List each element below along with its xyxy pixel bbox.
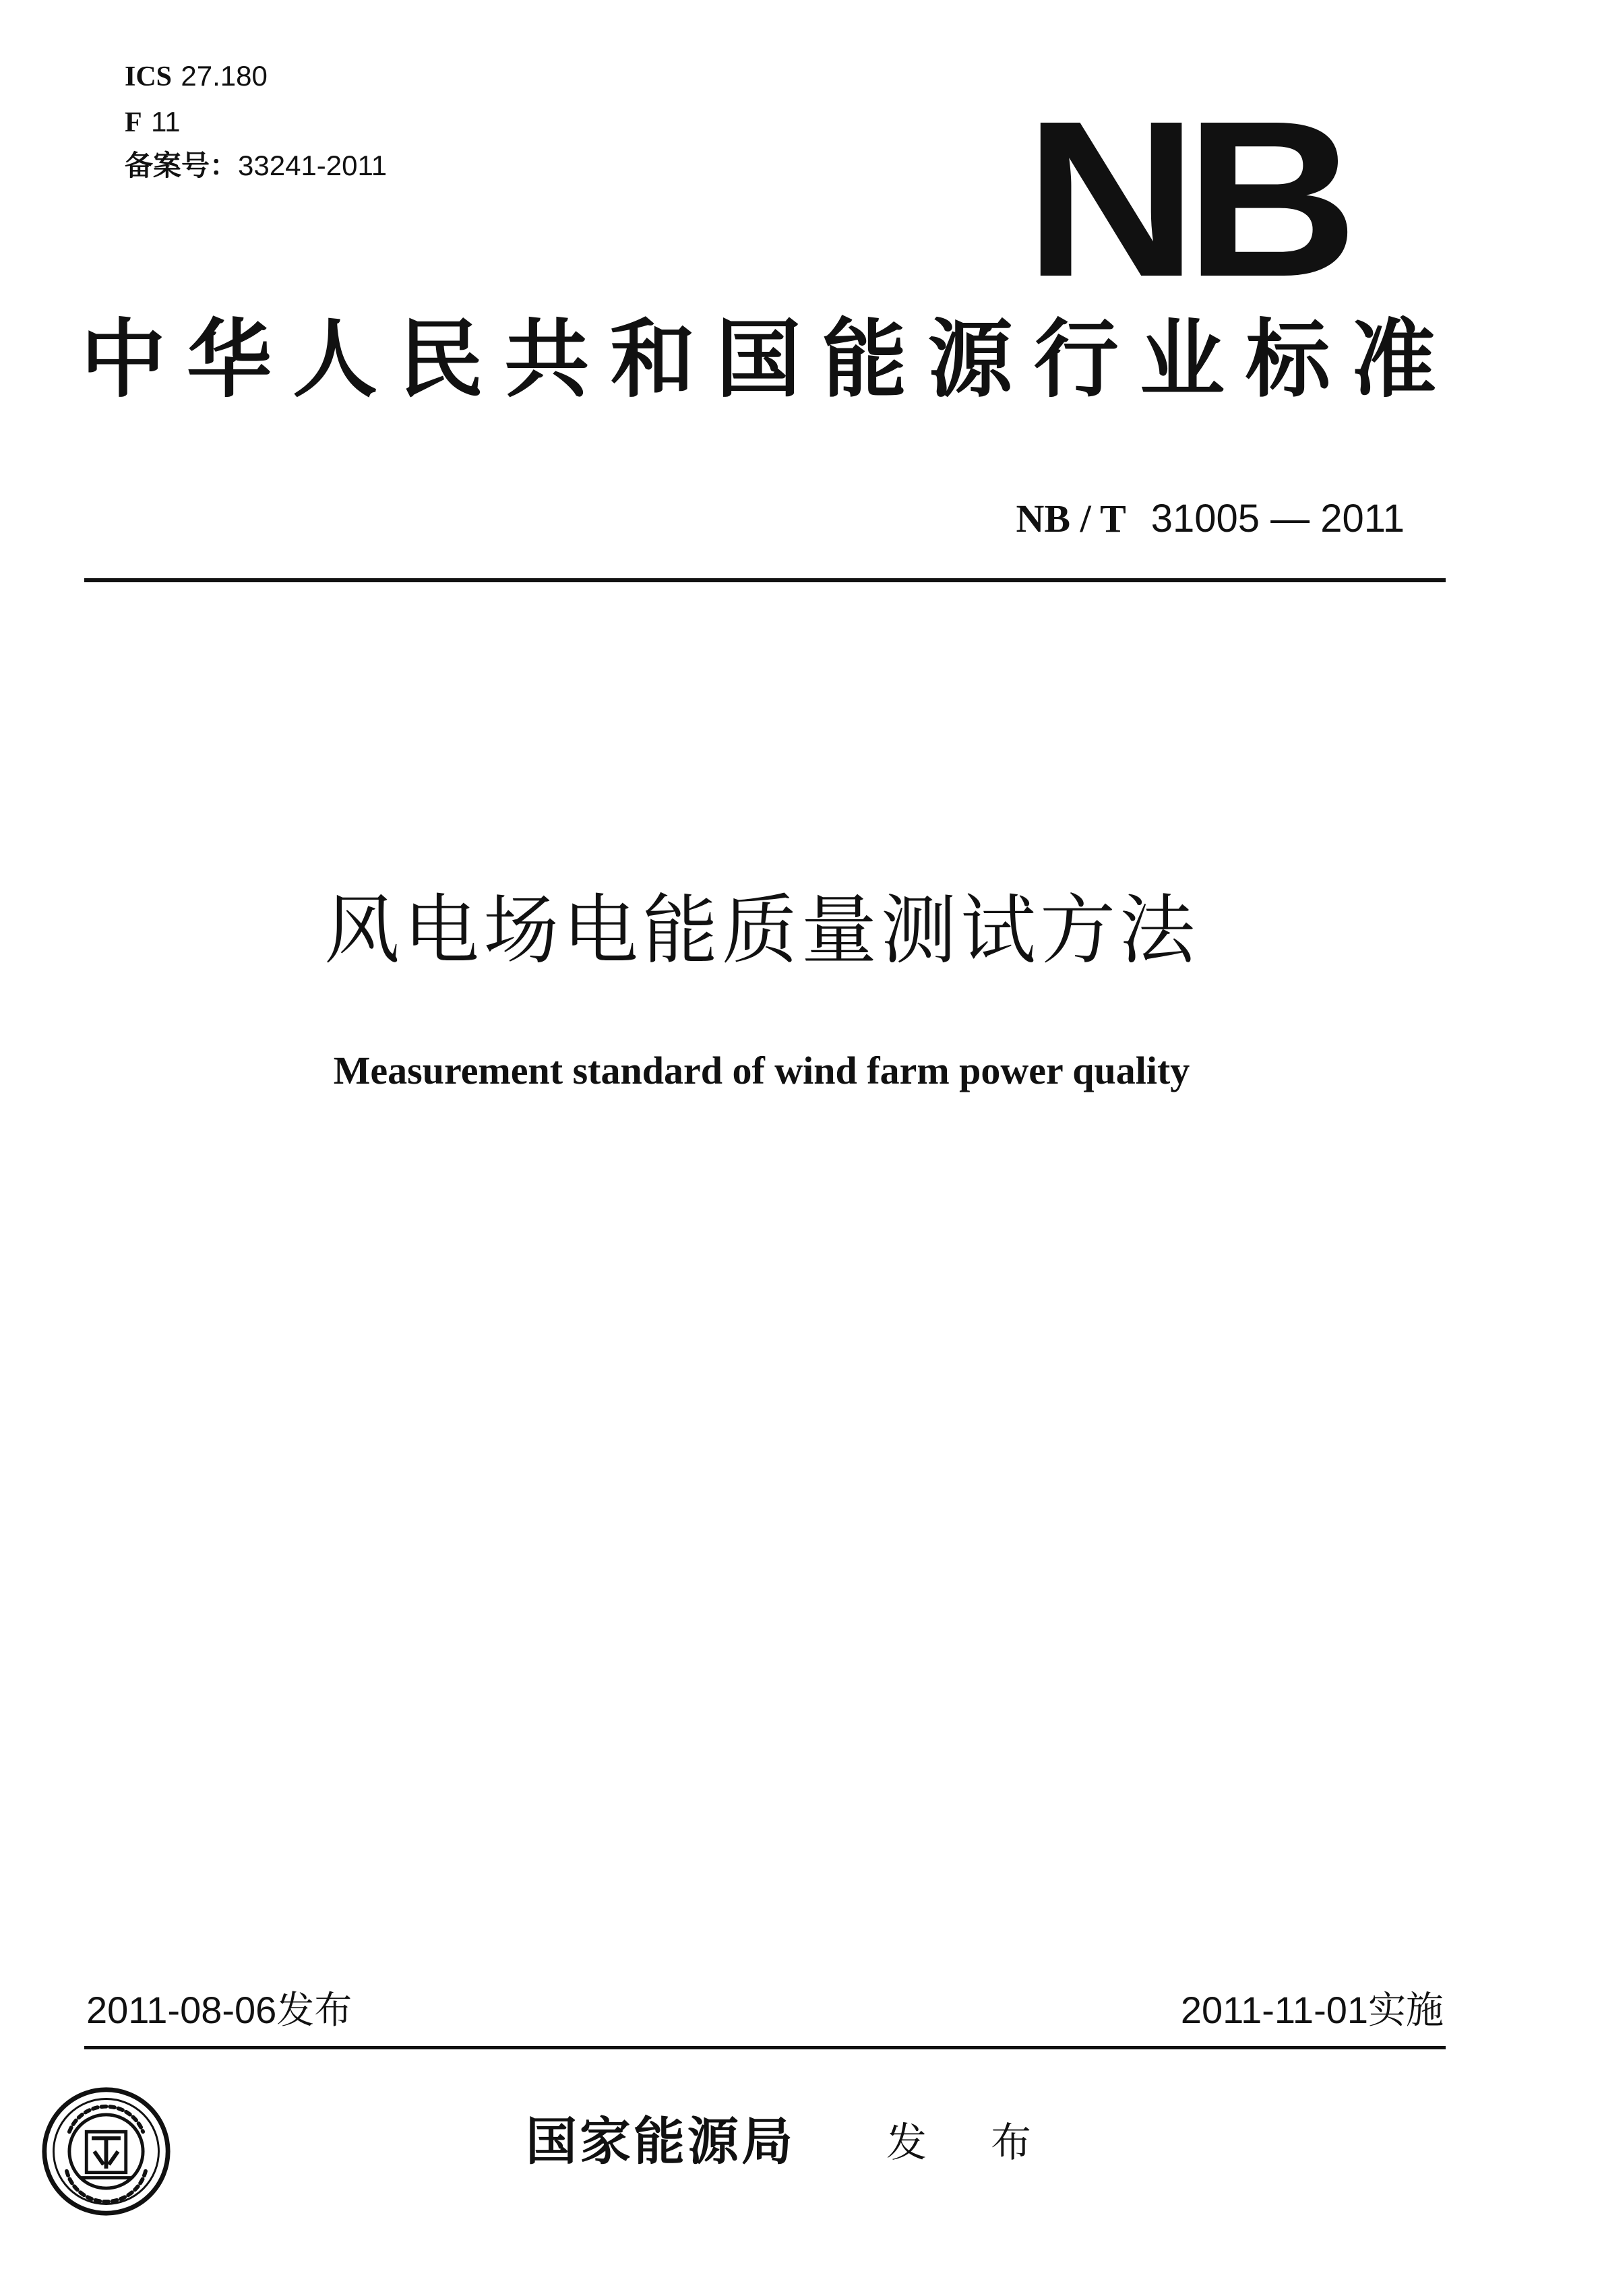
ccs-code [125,108,181,137]
standard-number [1016,499,1405,538]
industry-standard-title: 中华人民共和国能源行业标准 [81,309,1442,409]
publisher-name: 国家能源局 [526,2111,795,2171]
effective-date-label: 实施 [1368,1989,1444,2033]
document-title-cn: 风电场电能质量测试方法 [324,887,1199,974]
issue-date-label: 发布 [276,1989,352,2033]
issue-date [86,1989,352,2033]
document-title-en: Measurement standard of wind farm power quality [333,1049,1190,1092]
issue-date-value: 2011-08-06 [86,1989,277,2031]
top-divider [84,578,1446,582]
ccs-value: 11 [151,106,181,137]
ics-value: 27.180 [181,60,268,92]
ics-code [125,62,268,91]
effective-date [1180,1989,1444,2033]
effective-date-value: 2011-11-01 [1180,1989,1368,2031]
publisher-action: 发 布 [886,2119,1057,2167]
ics-label: ICS [125,61,173,92]
nb-logo: NB [1024,74,1345,323]
standard-number-value: 31005 — 2011 [1150,497,1405,540]
ccs-label: F [125,107,142,138]
publisher-seal-icon [40,2086,172,2217]
bottom-divider [84,2046,1446,2049]
record-value: 33241-2011 [238,150,388,181]
record-number [125,149,388,182]
standard-number-prefix: NB / T [1016,497,1126,540]
record-label: 备案号： [125,149,239,182]
